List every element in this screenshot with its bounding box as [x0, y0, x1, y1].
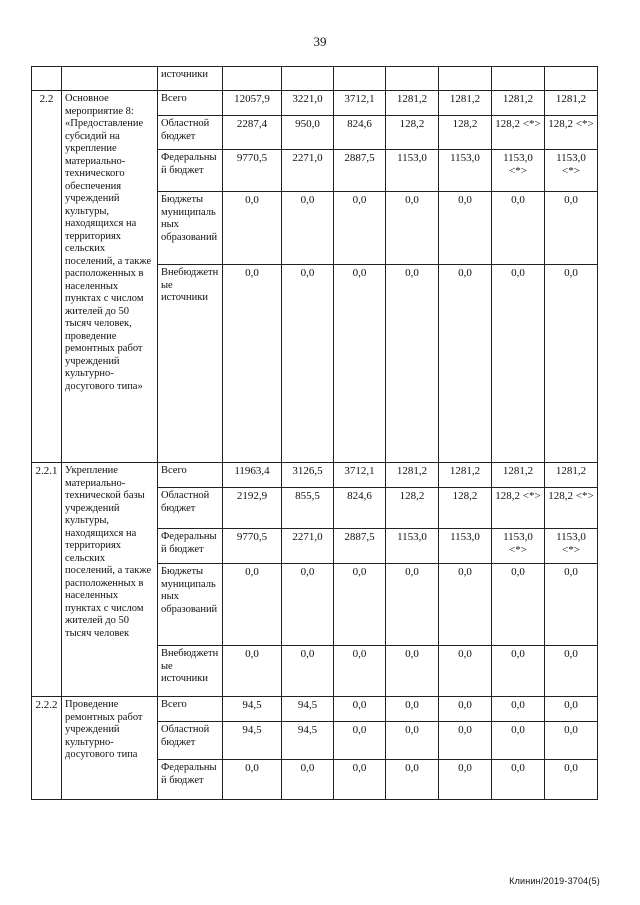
value-cell — [282, 67, 334, 91]
value-cell: 128,2 <*> — [545, 116, 598, 150]
value-cell: 94,5 — [282, 722, 334, 760]
value-cell — [492, 67, 545, 91]
value-cell: 128,2 — [386, 488, 439, 529]
value-cell: 0,0 — [386, 564, 439, 646]
value-cell: 0,0 — [545, 192, 598, 265]
value-cell: 0,0 — [386, 265, 439, 463]
value-cell: 0,0 — [439, 722, 492, 760]
value-cell: 0,0 — [492, 722, 545, 760]
value-cell: 0,0 — [386, 192, 439, 265]
value-cell: 1281,2 — [545, 463, 598, 488]
measure-code: 2.2.1 — [32, 463, 62, 697]
value-cell: 3221,0 — [282, 91, 334, 116]
value-cell: 855,5 — [282, 488, 334, 529]
value-cell: 1153,0 — [439, 529, 492, 564]
title-cell — [62, 67, 158, 91]
value-cell: 2271,0 — [282, 529, 334, 564]
value-cell: 0,0 — [282, 646, 334, 697]
value-cell: 824,6 — [334, 116, 386, 150]
value-cell: 1281,2 — [439, 463, 492, 488]
value-cell: 11963,4 — [223, 463, 282, 488]
value-cell — [223, 67, 282, 91]
funding-source: Внебюджетные источники — [158, 265, 223, 463]
value-cell: 2192,9 — [223, 488, 282, 529]
value-cell: 0,0 — [386, 760, 439, 800]
value-cell: 1153,0 — [386, 529, 439, 564]
value-cell: 0,0 — [545, 697, 598, 722]
value-cell: 0,0 — [334, 265, 386, 463]
value-cell: 0,0 — [334, 760, 386, 800]
value-cell: 0,0 — [492, 192, 545, 265]
value-cell: 12057,9 — [223, 91, 282, 116]
measure-code: 2.2 — [32, 91, 62, 463]
value-cell: 0,0 — [223, 265, 282, 463]
value-cell: 0,0 — [282, 265, 334, 463]
value-cell: 94,5 — [223, 697, 282, 722]
funding-source: Федеральный бюджет — [158, 760, 223, 800]
funding-source: Областной бюджет — [158, 488, 223, 529]
code-cell — [32, 67, 62, 91]
value-cell: 0,0 — [334, 192, 386, 265]
value-cell: 0,0 — [439, 192, 492, 265]
value-cell: 128,2 <*> — [545, 488, 598, 529]
value-cell: 0,0 — [545, 760, 598, 800]
footer-code: Клинин/2019-3704(5) — [509, 876, 600, 886]
measure-title: Укрепление материально-технической базы учреждений культуры, находящихся на территориях сельских поселений, а также расположенных в населенных пунктах с числом жителей до 50 тысяч человек — [62, 463, 158, 697]
value-cell: 0,0 — [545, 722, 598, 760]
value-cell: 0,0 — [439, 760, 492, 800]
value-cell: 950,0 — [282, 116, 334, 150]
funding-source: Областной бюджет — [158, 116, 223, 150]
value-cell: 0,0 — [492, 646, 545, 697]
measure-title: Проведение ремонтных работ учреждений культурно-досугового типа — [62, 697, 158, 800]
value-cell — [439, 67, 492, 91]
continuation-row — [32, 67, 598, 91]
value-cell: 128,2 — [439, 488, 492, 529]
value-cell: 0,0 — [282, 760, 334, 800]
value-cell: 1153,0 <*> — [545, 150, 598, 192]
funding-source: Федеральный бюджет — [158, 529, 223, 564]
value-cell: 0,0 — [386, 646, 439, 697]
value-cell — [334, 67, 386, 91]
value-cell: 0,0 — [334, 564, 386, 646]
table-row — [32, 91, 598, 116]
value-cell: 3712,1 — [334, 463, 386, 488]
value-cell: 1281,2 — [492, 91, 545, 116]
budget-table — [31, 66, 598, 800]
value-cell: 2887,5 — [334, 150, 386, 192]
value-cell: 0,0 — [439, 697, 492, 722]
value-cell: 1281,2 — [545, 91, 598, 116]
funding-source: Всего — [158, 697, 223, 722]
funding-source: Бюджеты муниципальных образований — [158, 192, 223, 265]
value-cell: 128,2 <*> — [492, 488, 545, 529]
funding-source: Всего — [158, 91, 223, 116]
value-cell: 0,0 — [223, 192, 282, 265]
value-cell: 1153,0 — [439, 150, 492, 192]
value-cell — [545, 67, 598, 91]
value-cell: 0,0 — [439, 265, 492, 463]
value-cell: 94,5 — [223, 722, 282, 760]
value-cell: 0,0 — [545, 646, 598, 697]
value-cell: 1153,0 — [386, 150, 439, 192]
value-cell: 2271,0 — [282, 150, 334, 192]
value-cell: 3126,5 — [282, 463, 334, 488]
value-cell: 94,5 — [282, 697, 334, 722]
value-cell: 9770,5 — [223, 150, 282, 192]
value-cell: 0,0 — [492, 265, 545, 463]
value-cell: 0,0 — [334, 722, 386, 760]
value-cell: 0,0 — [223, 646, 282, 697]
value-cell: 0,0 — [492, 697, 545, 722]
value-cell: 9770,5 — [223, 529, 282, 564]
value-cell: 1281,2 — [386, 463, 439, 488]
value-cell: 1281,2 — [492, 463, 545, 488]
value-cell: 0,0 — [334, 697, 386, 722]
funding-source: Бюджеты муниципальных образований — [158, 564, 223, 646]
value-cell: 1153,0 <*> — [545, 529, 598, 564]
value-cell: 3712,1 — [334, 91, 386, 116]
value-cell: 0,0 — [223, 564, 282, 646]
measure-code: 2.2.2 — [32, 697, 62, 800]
funding-source: Внебюджетные источники — [158, 646, 223, 697]
value-cell: 0,0 — [545, 265, 598, 463]
table-body — [32, 67, 598, 800]
measure-title: Основное мероприятие 8: «Предоставление субсидий на укрепление материально-технического обеспечения учреждений культуры, находящихся на территориях сельских поселений, а также расположенных в населенных пунктах с числом жителей до 50 тысяч человек, проведение ремонтных работ учреждений культурно-досугового типа» — [62, 91, 158, 463]
funding-source: Областной бюджет — [158, 722, 223, 760]
value-cell: 0,0 — [439, 564, 492, 646]
table-row — [32, 697, 598, 722]
value-cell: 0,0 — [334, 646, 386, 697]
page-number: 39 — [313, 34, 327, 49]
table-row — [32, 463, 598, 488]
value-cell: 824,6 — [334, 488, 386, 529]
value-cell: 0,0 — [492, 564, 545, 646]
value-cell: 1281,2 — [386, 91, 439, 116]
value-cell: 0,0 — [282, 192, 334, 265]
value-cell: 0,0 — [492, 760, 545, 800]
value-cell: 0,0 — [439, 646, 492, 697]
funding-source: Всего — [158, 463, 223, 488]
value-cell: 0,0 — [282, 564, 334, 646]
value-cell: 128,2 — [386, 116, 439, 150]
value-cell: 0,0 — [386, 722, 439, 760]
value-cell: 1281,2 — [439, 91, 492, 116]
value-cell: 128,2 <*> — [492, 116, 545, 150]
value-cell: 1153,0 <*> — [492, 150, 545, 192]
value-cell: 2287,4 — [223, 116, 282, 150]
value-cell: 1153,0 <*> — [492, 529, 545, 564]
value-cell: 0,0 — [386, 697, 439, 722]
value-cell: 128,2 — [439, 116, 492, 150]
funding-source: Федеральный бюджет — [158, 150, 223, 192]
value-cell: 0,0 — [223, 760, 282, 800]
value-cell — [386, 67, 439, 91]
source-cell: источники — [158, 67, 223, 91]
value-cell: 2887,5 — [334, 529, 386, 564]
value-cell: 0,0 — [545, 564, 598, 646]
